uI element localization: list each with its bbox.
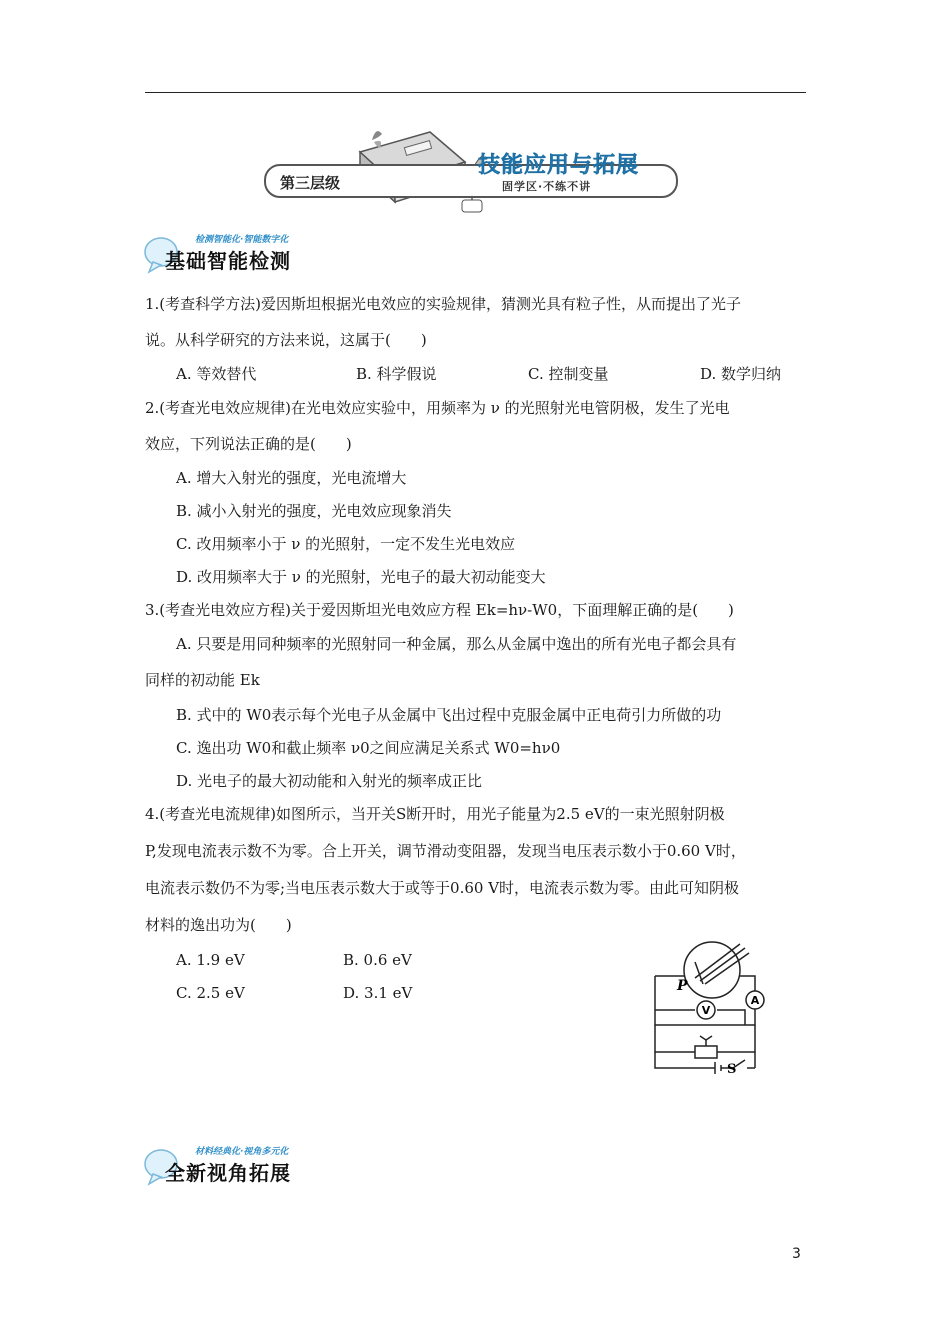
- q3-option-c: C. 逸出功 W0和截止频率 ν0之间应满足关系式 W0=hν0: [176, 739, 561, 757]
- q3-option-b: B. 式中的 W0表示每个光电子从金属中飞出过程中克服金属中正电荷引力所做的功: [176, 706, 722, 724]
- level-banner: [240, 122, 680, 212]
- q3-option-a-line-2: 同样的初动能 Ek: [145, 671, 260, 689]
- question-4-line-3: 电流表示数仍不为零;当电压表示数大于或等于0.60 V时，电流表示数为零。由此可知阴极: [145, 879, 740, 897]
- section-header-basic: [143, 232, 343, 278]
- banner-subtitle: 固学区·不练不讲: [502, 180, 592, 193]
- question-1-line-2: 说。从科学研究的方法来说，这属于( ): [145, 331, 427, 349]
- section-slogan: 检测智能化·智能数字化: [195, 235, 289, 245]
- header-rule: [145, 92, 806, 93]
- question-4-line-2: P,发现电流表示数不为零。合上开关，调节滑动变阻器，发现当电压表示数小于0.60 V时，: [145, 842, 746, 860]
- level-label: 第三层级: [280, 174, 341, 192]
- q2-option-a: A. 增大入射光的强度，光电流增大: [176, 469, 407, 487]
- q2-option-d: D. 改用频率大于 ν 的光照射，光电子的最大初动能变大: [176, 568, 546, 586]
- banner-title: 技能应用与拓展: [478, 153, 640, 178]
- q2-option-b: B. 减小入射光的强度，光电效应现象消失: [176, 502, 452, 520]
- circuit-diagram: [645, 940, 770, 1075]
- section-slogan: 材料经典化·视角多元化: [195, 1147, 289, 1157]
- question-1-line-1: 1.(考查科学方法)爱因斯坦根据光电效应的实验规律，猜测光具有粒子性，从而提出了光子: [145, 295, 742, 313]
- rheostat: [695, 1046, 717, 1058]
- q4-option-b: B. 0.6 eV: [343, 951, 412, 969]
- page-number: 3: [792, 1246, 801, 1262]
- section-title: 基础智能检测: [165, 249, 291, 273]
- question-2-line-2: 效应，下列说法正确的是( ): [145, 435, 352, 453]
- q2-option-c: C. 改用频率小于 ν 的光照射，一定不发生光电效应: [176, 535, 516, 553]
- q3-option-d: D. 光电子的最大初动能和入射光的频率成正比: [176, 772, 483, 790]
- ammeter-label: A: [750, 994, 760, 1007]
- q4-option-c: C. 2.5 eV: [176, 984, 245, 1002]
- q4-option-a: A. 1.9 eV: [176, 951, 245, 969]
- question-4-line-1: 4.(考查光电流规律)如图所示，当开关S断开时，用光子能量为2.5 eV的一束光照射阴极: [145, 805, 725, 823]
- section-header-extension: [143, 1144, 343, 1190]
- question-4-line-4: 材料的逸出功为( ): [145, 916, 292, 934]
- q1-option-b: B. 科学假说: [356, 365, 437, 383]
- section-title: 全新视角拓展: [165, 1161, 291, 1185]
- switch-label: S: [727, 1062, 737, 1075]
- q1-option-c: C. 控制变量: [528, 365, 609, 383]
- q4-option-d: D. 3.1 eV: [343, 984, 413, 1002]
- cathode-label: P: [677, 978, 688, 994]
- voltmeter-label: V: [701, 1004, 711, 1017]
- q1-option-d: D. 数学归纳: [700, 365, 782, 383]
- q1-option-a: A. 等效替代: [176, 365, 257, 383]
- question-2-line-1: 2.(考查光电效应规律)在光电效应实验中，用频率为 ν 的光照射光电管阴极，发生了光电: [145, 399, 730, 417]
- q3-option-a-line-1: A. 只要是用同种频率的光照射同一种金属，那么从金属中逸出的所有光电子都会具有: [176, 635, 737, 653]
- question-3-line-1: 3.(考查光电效应方程)关于爱因斯坦光电效应方程 Ek=hν-W0，下面理解正确的是( ): [145, 601, 734, 619]
